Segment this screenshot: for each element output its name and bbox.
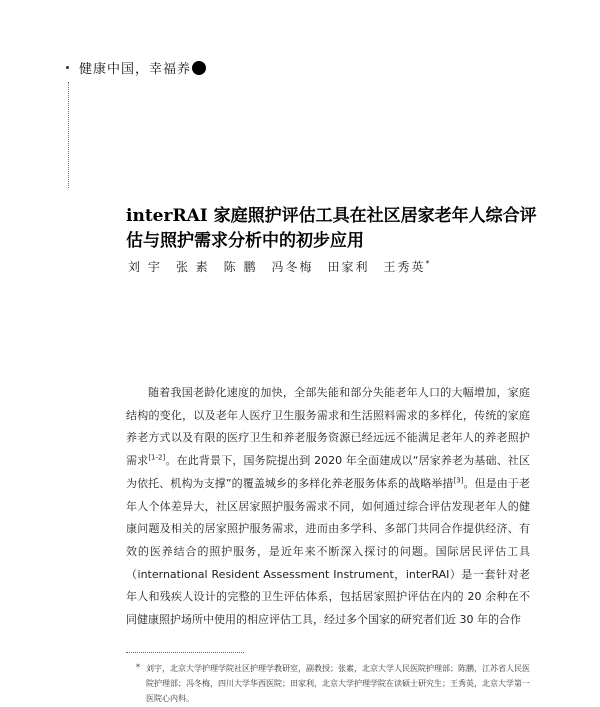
author-list [128, 258, 429, 275]
running-header-text: 健康中国，幸福养 [79, 62, 192, 77]
article-body-paragraph [126, 382, 530, 632]
footnote-divider [126, 652, 244, 653]
footnote-marker: * [136, 663, 140, 672]
header-bullet-dot [66, 66, 69, 69]
margin-dotted-line [68, 82, 69, 188]
running-header [66, 58, 206, 77]
author-affiliation-footnote: 刘宇，北京大学护理学院社区护理学教研室，副教授；张素，北京大学人民医院护理部；陈鹏，江苏省人民医院护理部；冯冬梅，四川大学华西医院；田家利，北京大学护理学院在读硕士研究生；王秀英，北京大学第一医院心内科。 [146, 664, 530, 703]
body-text-part-2: 。在此背景下，国务院提出到 2020 年全面建成以“居家养老为基础、社区为依托、机构为支撑”的覆盖城乡的多样化养老服务体系的战略举措 [126, 454, 531, 490]
citation-1: [1-2] [148, 453, 166, 462]
header-black-dot-icon [192, 61, 206, 75]
citation-2: [3] [453, 476, 464, 485]
article-title: interRAI 家庭照护评估工具在社区居家老年人综合评估与照护需求分析中的初步应用 [126, 206, 537, 251]
author-names: 刘 宇 张 素 陈 鹏 冯冬梅 田家利 王秀英 [128, 260, 426, 274]
body-text-part-3: 。但是由于老年人个体差异大，社区居家照护服务需求不同，如何通过综合评估发现老年人的健康问题及相关的居家照护服务需求，进而由多学科、多部门共同合作提供经济、有效的医养结合的照护服务，是近年来不断深入探讨的问题。国际居民评估工具（international Resident Assessment Instrument，interRAI）是一套针对老年人和残疾人设计的完整的卫生评估体系，包括居家照护评估在内的 20 余种在不同健康照护场所中使用的相应评估工具，经过多个国家的研究者们近 30 年的合作 [126, 476, 530, 627]
body-text-part-1: 随着我国老龄化速度的加快，全部失能和部分失能老年人口的大幅增加，家庭结构的变化，以及老年人医疗卫生服务需求和生活照料需求的多样化，传统的家庭养老方式以及有限的医疗卫生和养老服务资源已经远远不能满足老年人的养老照护需求 [126, 386, 530, 468]
author-footnote-mark: * [425, 259, 430, 268]
